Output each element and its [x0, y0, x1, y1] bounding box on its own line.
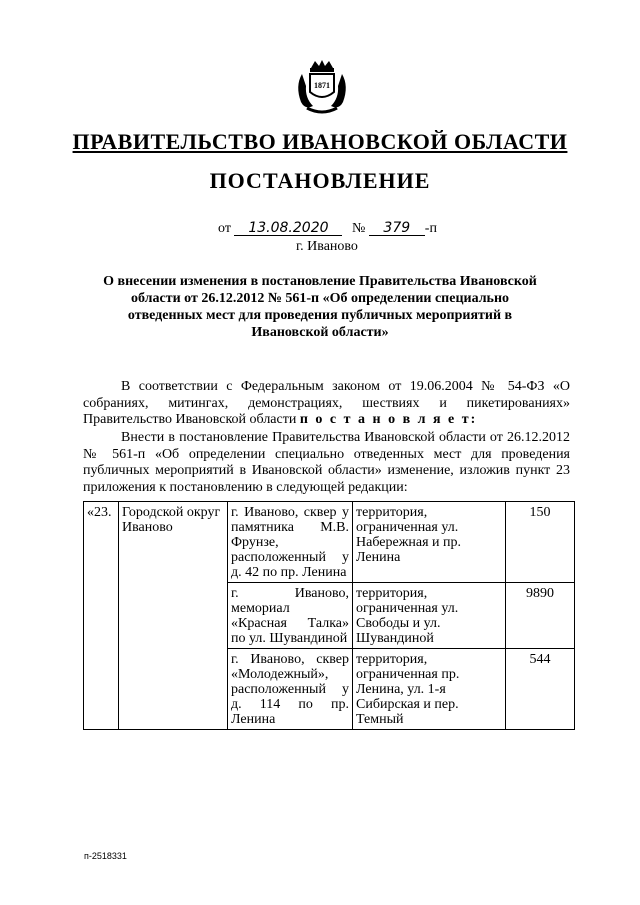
capacity-cell: 544 — [506, 649, 575, 730]
government-title: ПРАВИТЕЛЬСТВО ИВАНОВСКОЙ ОБЛАСТИ — [72, 129, 568, 154]
number-prefix: № — [351, 221, 366, 236]
date-value: 13.08.2020 — [234, 221, 342, 236]
territory-cell: территория, ограниченная ул. Свободы и ул. Шувандиной — [353, 583, 506, 649]
document-code: п-2518331 — [84, 851, 127, 861]
place-cell: г. Иваново, сквер «Молодежный», расположенный у д. 114 по пр. Ленина — [228, 649, 353, 730]
place-cell: г. Иваново, сквер у памятника М.В. Фрунзе, расположенный у д. 42 по пр. Ленина — [228, 502, 353, 583]
district-cell: Городской округ Иваново — [119, 502, 228, 730]
table-row — [84, 502, 575, 583]
number-value: 379 — [369, 221, 425, 236]
date-number-line — [218, 221, 437, 237]
document-type: ПОСТАНОВЛЕНИЕ — [209, 168, 431, 193]
item-number: «23. — [84, 502, 119, 730]
capacity-cell: 150 — [506, 502, 575, 583]
coat-of-arms-icon — [293, 58, 351, 118]
territory-cell: территория, ограниченная ул. Набережная и пр. Ленина — [353, 502, 506, 583]
emblem-text: 1871 — [314, 81, 330, 90]
date-prefix: от — [218, 221, 231, 236]
places-table — [83, 501, 575, 730]
number-suffix: -п — [424, 221, 437, 236]
capacity-cell: 9890 — [506, 583, 575, 649]
paragraph-amendment: Внести в постановление Правительства Ивановской области от 26.12.2012 № 561-п «Об определении специально отведенных мест для проведения публичных мероприятий в Ивановской области» изменение, изложив пункт 23 приложения к постановлению в следующей редакции: — [83, 430, 570, 495]
place-cell: г. Иваново, мемориал «Красная Талка» по ул. Шувандиной — [228, 583, 353, 649]
document-subject: О внесении изменения в постановление Правительства Ивановской области от 26.12.2012 № 561-п «Об определении специально отведенных мест для проведения публичных мероприятий в Ивановской области» — [103, 274, 537, 340]
resolves-word: п о с т а н о в л я е т: — [299, 412, 478, 427]
territory-cell: территория, ограниченная пр. Ленина, ул. 1-я Сибирская и пер. Темный — [353, 649, 506, 730]
paragraph-basis — [83, 379, 570, 429]
city: г. Иваново — [296, 239, 358, 254]
paragraph-basis-text: В соответствии с Федеральным законом от 19.06.2004 № 54-ФЗ «О собраниях, митингах, демонстрациях, шествиях и пикетированиях» Правительство Ивановской области — [83, 379, 570, 427]
